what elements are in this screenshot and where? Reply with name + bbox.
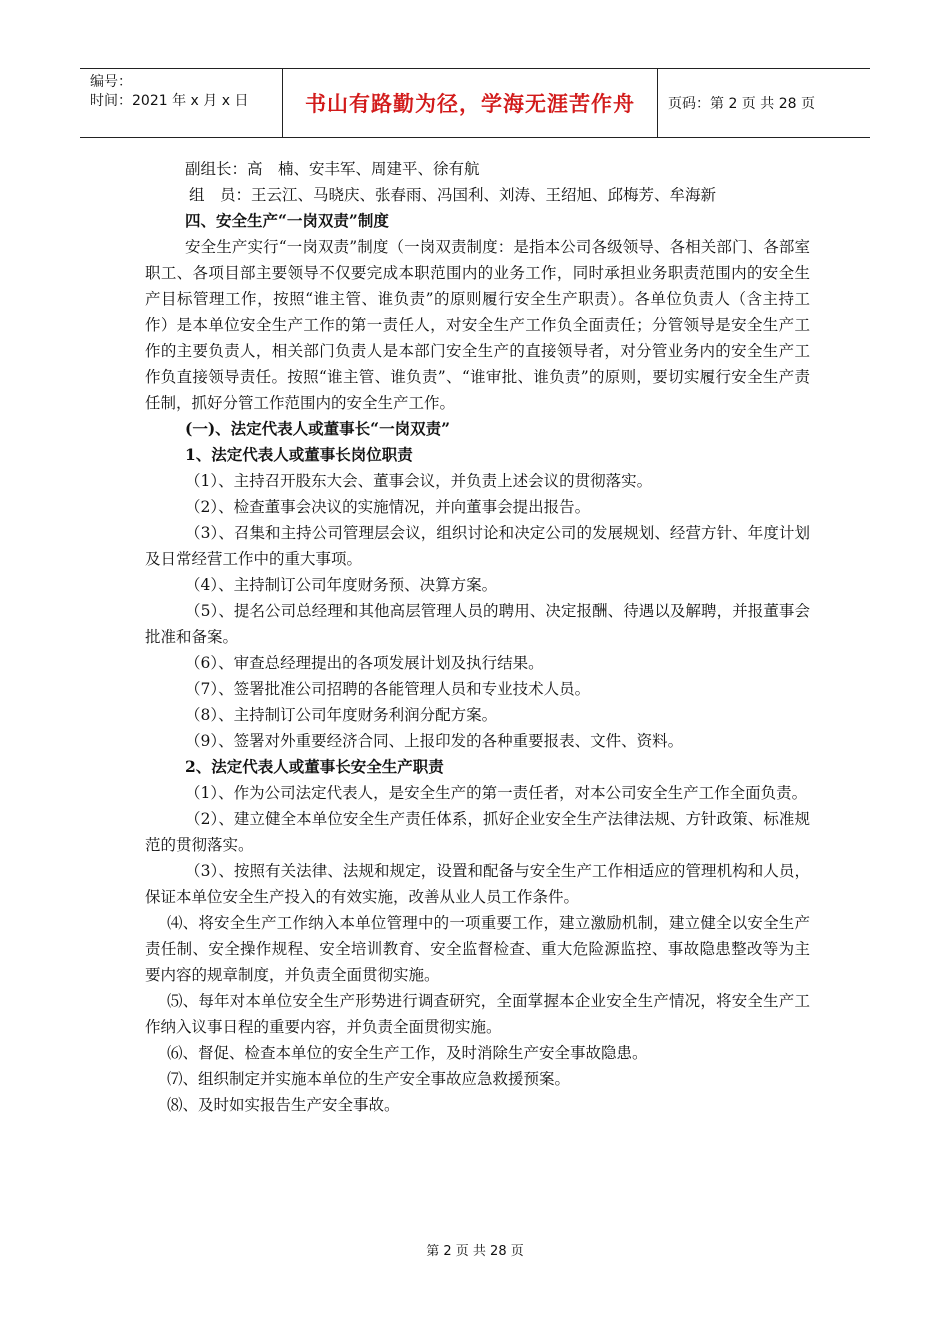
list-item: （2）、建立健全本单位安全生产责任体系，抓好企业安全生产法律法规、方针政策、标准规范的贯彻落实。 bbox=[145, 810, 810, 854]
page-header bbox=[80, 68, 870, 138]
header-meta bbox=[80, 69, 283, 137]
document-number: 编号： bbox=[90, 74, 132, 90]
list-item: （9）、签署对外重要经济合同、上报印发的各种重要报表、文件、资料。 bbox=[185, 732, 684, 750]
header-motto: 书山有路勤为径，学海无涯苦作舟 bbox=[305, 92, 635, 116]
deputy-leaders-line: 副组长：高 楠、安丰军、周建平、徐有航 bbox=[185, 160, 480, 178]
section-heading: 四、安全生产“一岗双责”制度 bbox=[185, 211, 389, 230]
page-footer: 第 2 页 共 28 页 bbox=[426, 1244, 524, 1259]
list-item: ⑹、督促、检查本单位的安全生产工作，及时消除生产安全事故隐患。 bbox=[167, 1044, 648, 1062]
header-page-cell bbox=[658, 69, 870, 137]
list-item: （1）、作为公司法定代表人，是安全生产的第一责任者，对本公司安全生产工作全面负责。 bbox=[185, 784, 808, 802]
item-heading: 2、法定代表人或董事长安全生产职责 bbox=[185, 757, 444, 776]
list-item: （2）、检查董事会决议的实施情况，并向董事会提出报告。 bbox=[185, 498, 591, 516]
document-body bbox=[145, 156, 810, 1118]
body-paragraph: 安全生产实行“一岗双责”制度（一岗双责制度：是指本公司各级领导、各相关部门、各部室职工、各项目部主要领导不仅要完成本职范围内的业务工作，同时承担业务职责范围内的安全生产目标管理工作，按照“谁主管、谁负责”的原则履行安全生产职责）。各单位负责人（含主持工作）是本单位安全生产工作的第一责任人，对安全生产工作负全面责任；分管领导是安全生产工作的主要负责人，相关部门负责人是本部门安全生产的直接领导者，对分管业务内的安全生产工作负直接领导责任。按照“谁主管、谁负责”、“谁审批、谁负责”的原则，要切实履行安全生产责任制，抓好分管工作范围内的安全生产工作。 bbox=[145, 238, 810, 412]
list-item: ⑺、组织制定并实施本单位的生产安全事故应急救援预案。 bbox=[167, 1070, 571, 1088]
list-item: ⑷、将安全生产工作纳入本单位管理中的一项重要工作，建立激励机制，建立健全以安全生产责任制、安全操作规程、安全培训教育、安全监督检查、重大危险源监控、事故隐患整改等为主要内容的规章制度，并负责全面贯彻实施。 bbox=[145, 914, 810, 984]
list-item: ⑻、及时如实报告生产安全事故。 bbox=[167, 1096, 400, 1114]
list-item: （3）、按照有关法律、法规和规定，设置和配备与安全生产工作相适应的管理机构和人员，保证本单位安全生产投入的有效实施，改善从业人员工作条件。 bbox=[145, 862, 810, 906]
list-item: （8）、主持制订公司年度财务利润分配方案。 bbox=[185, 706, 498, 724]
document-date: 时间：2021 年 x 月 x 日 bbox=[90, 93, 249, 109]
subsection-heading: (一)、法定代表人或董事长“一岗双责” bbox=[185, 419, 450, 438]
list-item: （6）、审查总经理提出的各项发展计划及执行结果。 bbox=[185, 654, 544, 672]
list-item: （4）、主持制订公司年度财务预、决算方案。 bbox=[185, 576, 498, 594]
item-heading: 1、法定代表人或董事长岗位职责 bbox=[185, 445, 413, 464]
members-line: 组 员：王云江、马晓庆、张春雨、冯国利、刘涛、王绍旭、邱梅芳、牟海新 bbox=[189, 186, 717, 204]
list-item: （5）、提名公司总经理和其他高层管理人员的聘用、决定报酬、待遇以及解聘，并报董事会批准和备案。 bbox=[145, 602, 810, 646]
list-item: （1）、主持召开股东大会、董事会议，并负责上述会议的贯彻落实。 bbox=[185, 472, 653, 490]
list-item: （3）、召集和主持公司管理层会议，组织讨论和决定公司的发展规划、经营方针、年度计划及日常经营工作中的重大事项。 bbox=[145, 524, 810, 568]
list-item: ⑸、每年对本单位安全生产形势进行调查研究，全面掌握本企业安全生产情况，将安全生产工作纳入议事日程的重要内容，并负责全面贯彻实施。 bbox=[145, 992, 810, 1036]
list-item: （7）、签署批准公司招聘的各能管理人员和专业技术人员。 bbox=[185, 680, 591, 698]
header-page-number: 页码：第 2 页 共 28 页 bbox=[668, 96, 815, 112]
header-motto-cell bbox=[283, 69, 658, 137]
